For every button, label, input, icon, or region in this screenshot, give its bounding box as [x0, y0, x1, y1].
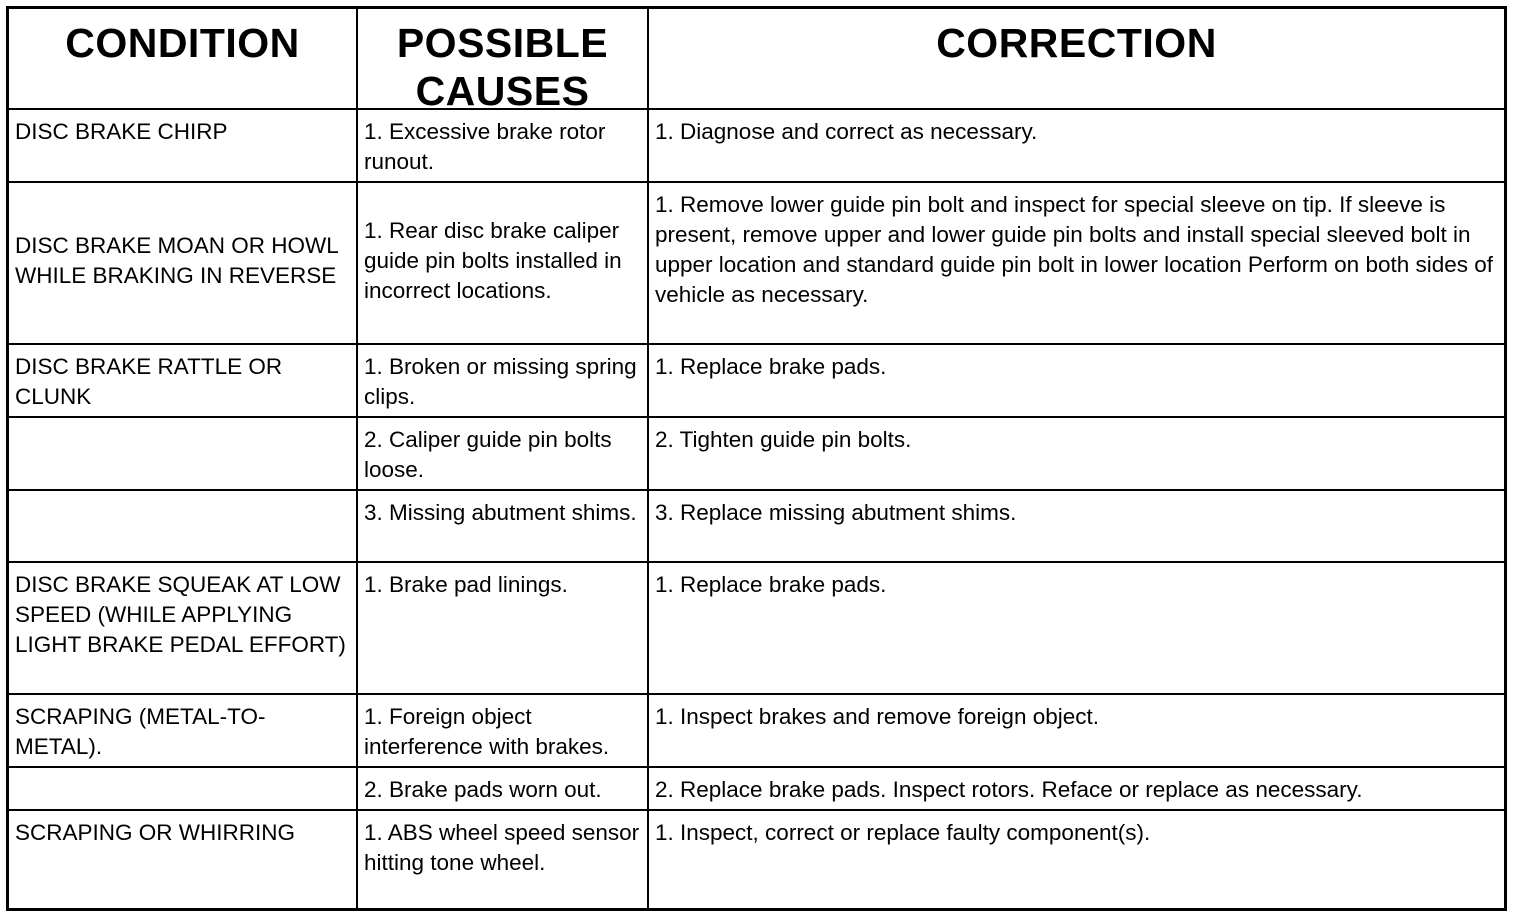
header-possible-causes: POSSIBLE CAUSES [358, 9, 649, 110]
table-cell-correction: 1. Replace brake pads. [649, 345, 1504, 418]
table-cell-condition-text: DISC BRAKE MOAN OR HOWL WHILE BRAKING IN REVERSE [15, 233, 338, 288]
table-cell-condition: DISC BRAKE CHIRP [9, 110, 358, 183]
header-condition: CONDITION [9, 9, 358, 110]
table-cell-cause: 1. Foreign object interference with brakes. [358, 695, 649, 768]
table-cell-cause: 2. Brake pads worn out. [358, 768, 649, 811]
table-cell-correction: 3. Replace missing abutment shims. [649, 491, 1504, 563]
table-cell-correction: 1. Diagnose and correct as necessary. [649, 110, 1504, 183]
table-cell-cause-text: 1. Rear disc brake caliper guide pin bolts installed in incorrect locations. [364, 218, 622, 303]
table-cell-correction: 2. Tighten guide pin bolts. [649, 418, 1504, 491]
diagnosis-table [6, 6, 1507, 911]
table-cell-condition: DISC BRAKE RATTLE OR CLUNK [9, 345, 358, 418]
table-cell-condition: DISC BRAKE SQUEAK AT LOW SPEED (WHILE APPLYING LIGHT BRAKE PEDAL EFFORT) [9, 563, 358, 695]
header-correction: CORRECTION [649, 9, 1504, 110]
table-cell-correction: 1. Inspect brakes and remove foreign object. [649, 695, 1504, 768]
table-cell-condition: SCRAPING OR WHIRRING [9, 811, 358, 908]
table-cell-condition: SCRAPING (METAL-TO-METAL). [9, 695, 358, 768]
table-cell-cause: 3. Missing abutment shims. [358, 491, 649, 563]
table-cell-cause: 1. Excessive brake rotor runout. [358, 110, 649, 183]
table-cell-correction: 2. Replace brake pads. Inspect rotors. Reface or replace as necessary. [649, 768, 1504, 811]
table-cell-cause: 1. Broken or missing spring clips. [358, 345, 649, 418]
table-cell-cause: 1. ABS wheel speed sensor hitting tone wheel. [358, 811, 649, 908]
table-cell-condition [9, 768, 358, 811]
table-cell-condition [9, 183, 358, 345]
table-cell-condition [9, 491, 358, 563]
table-cell-correction: 1. Replace brake pads. [649, 563, 1504, 695]
table-cell-correction: 1. Remove lower guide pin bolt and inspect for special sleeve on tip. If sleeve is present, remove upper and lower guide pin bolts and install special sleeved bolt in upper location and standard guide pin bolt in lower location Perform on both sides of vehicle as necessary. [649, 183, 1504, 345]
table-cell-condition [9, 418, 358, 491]
table-cell-correction: 1. Inspect, correct or replace faulty component(s). [655, 820, 1151, 845]
table-cell-cause [358, 183, 649, 345]
table-cell-cause: 2. Caliper guide pin bolts loose. [358, 418, 649, 491]
table-cell-cause: 1. Brake pad linings. [358, 563, 649, 695]
